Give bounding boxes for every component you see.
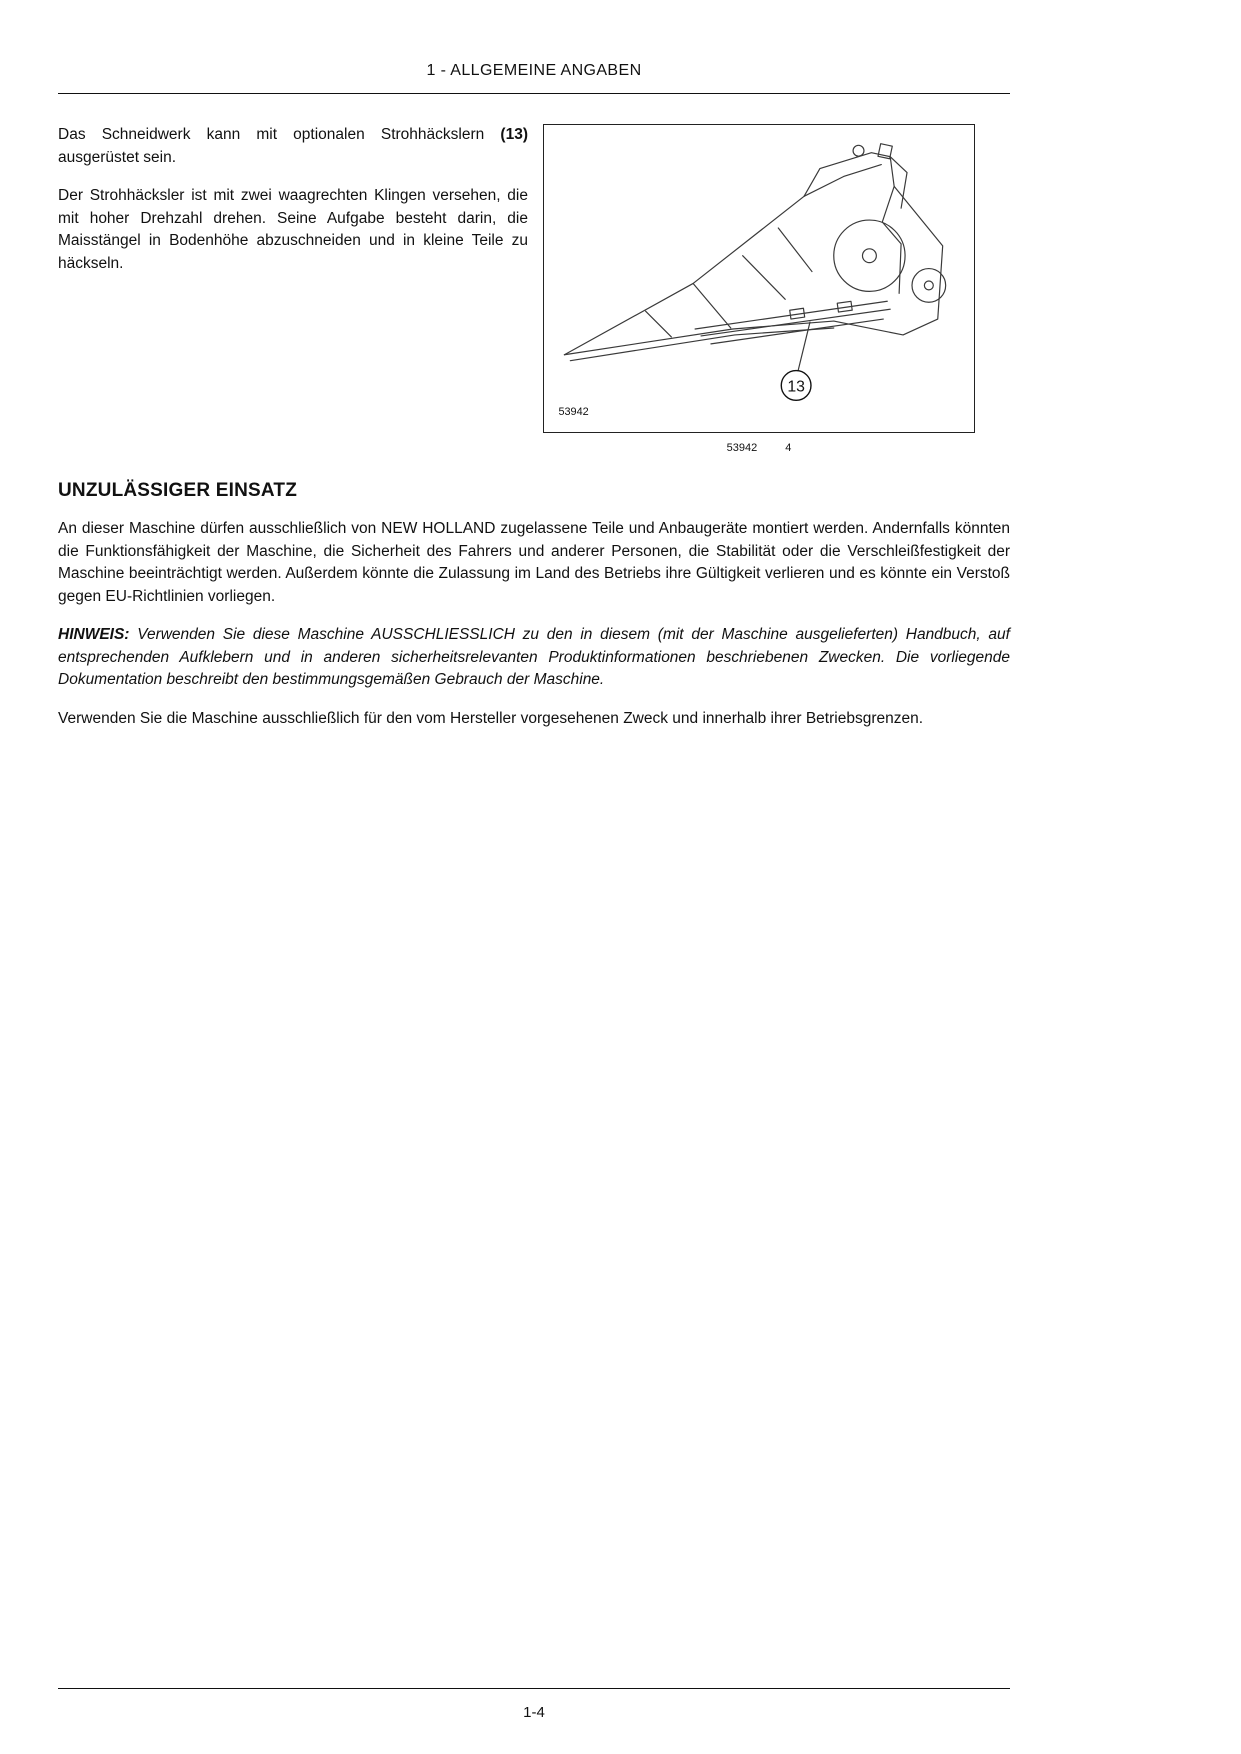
page-content: [58, 0, 1010, 746]
figure-caption: [543, 442, 975, 454]
note-label: HINWEIS:: [58, 626, 130, 643]
corn-header-diagram: [544, 125, 973, 431]
intro-p1-callout-ref: (13): [500, 126, 528, 143]
note-paragraph: [58, 624, 1010, 692]
figure-frame: [543, 124, 975, 433]
intro-section: [58, 124, 1010, 454]
figure-caption-index: 4: [785, 442, 792, 454]
note-text: Verwenden Sie diese Maschine AUSSCHLIESSLICH zu den in diesem (mit der Maschine ausgelieferten) Handbuch, auf entsprechenden Aufklebern und in anderen sicherheitsrelevanten Produktinformationen beschriebenen Zwecken. Die vorliegende Dokumentation beschreibt den bestimmungsgemäßen Gebrauch der Maschine.: [58, 626, 1010, 688]
section-paragraph-1: An dieser Maschine dürfen ausschließlich von NEW HOLLAND zugelassene Teile und Anbaugeräte montiert werden. Andernfalls könnten die Funktionsfähigkeit der Maschine, die Sicherheit des Fahrers und anderer Personen, die Stabilität oder die Verschleißfestigkeit der Maschine beeinträchtigt werden. Außerdem könnte die Zulassung im Land des Betriebs ihre Gültigkeit verlieren und es könnte ein Verstoß gegen EU-Richtlinien vorliegen.: [58, 520, 1010, 605]
page-number: 1-4: [523, 1704, 545, 1721]
section-title: UNZULÄSSIGER EINSATZ: [58, 480, 298, 501]
intro-p1-text: Das Schneidwerk kann mit optionalen Strohhäckslern: [58, 126, 485, 143]
figure-photo-id: 53942: [558, 406, 589, 419]
intro-text-column: [58, 124, 528, 291]
callout-number: 13: [787, 378, 805, 396]
figure: [543, 124, 975, 454]
header-divider: [58, 93, 1010, 94]
figure-caption-id: 53942: [726, 442, 758, 454]
footer-divider: [58, 1688, 1010, 1689]
intro-paragraph-1: [58, 124, 528, 169]
intro-paragraph-2: Der Strohhäcksler ist mit zwei waagrechten Klingen versehen, die mit hoher Drehzahl drehen. Seine Aufgabe besteht darin, die Maisstängel in Bodenhöhe abzuschneiden und in kleine Teile zu häckseln.: [58, 187, 528, 272]
chapter-header: 1 - ALLGEMEINE ANGABEN: [426, 62, 642, 79]
section-paragraph-2: Verwenden Sie die Maschine ausschließlich für den vom Hersteller vorgesehenen Zweck und innerhalb ihrer Betriebsgrenzen.: [58, 709, 924, 727]
intro-p1-text-end: ausgerüstet sein.: [58, 148, 177, 166]
